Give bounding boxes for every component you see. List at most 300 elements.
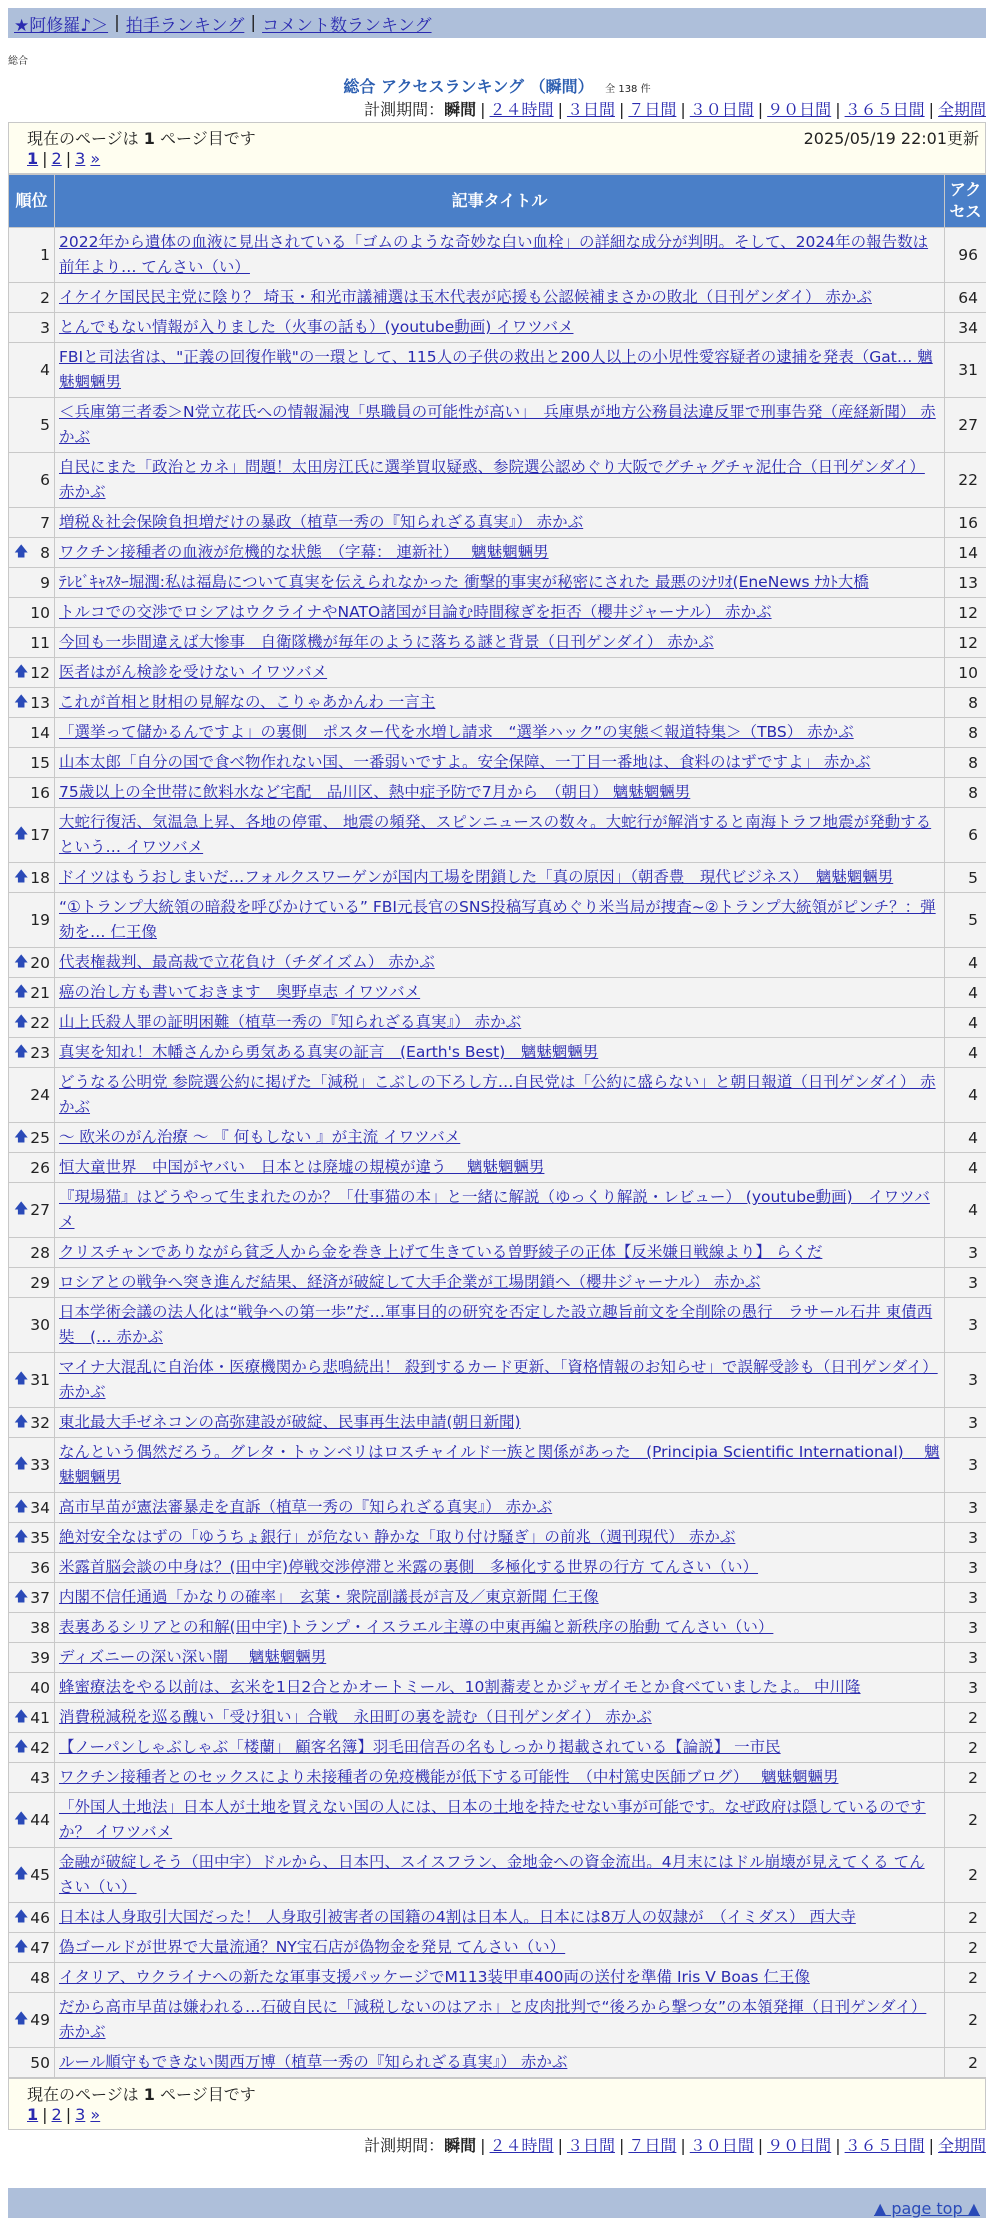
rank-cell	[9, 978, 55, 1008]
access-count: 2	[945, 2048, 986, 2078]
title-cell	[55, 1268, 945, 1298]
access-count: 3	[945, 1438, 986, 1493]
rank-number: 28	[30, 1244, 50, 1262]
up-arrow-icon: 🡅	[14, 541, 28, 565]
rank-cell	[9, 748, 55, 778]
rank-cell	[9, 1298, 55, 1353]
title-cell	[55, 1763, 945, 1793]
article-link[interactable]: 日本は人身取引大国だった！ 人身取引被害者の国籍の4割は日本人。日本には8万人の奴隷が （イミダス） 西大寺	[59, 1908, 856, 1926]
article-link[interactable]: 「外国人土地法」日本人が土地を買えない国の人には、日本の土地を持たせない事が可能です。なぜ政府は隠しているのですか？ イワツバメ	[59, 1798, 926, 1841]
period-link[interactable]: ２４時間	[490, 2136, 554, 2155]
rank-cell	[9, 688, 55, 718]
access-count: 14	[945, 538, 986, 568]
article-link[interactable]: だから高市早苗は嫌われる…石破自民に「減税しないのはアホ」と皮肉批判で“後ろから撃つ女”の本領発揮（日刊ゲンダイ） 赤かぶ	[59, 1998, 926, 2041]
access-count: 4	[945, 1153, 986, 1183]
rank-number: 48	[30, 1969, 50, 1987]
title-cell	[55, 1553, 945, 1583]
table-row	[9, 598, 986, 628]
rank-number: 46	[30, 1909, 50, 1927]
rank-number: 32	[30, 1414, 50, 1432]
rank-number: 8	[40, 544, 50, 562]
table-row	[9, 893, 986, 948]
rank-cell	[9, 778, 55, 808]
period-separator: |	[835, 2136, 840, 2155]
access-count: 4	[945, 1183, 986, 1238]
table-row	[9, 948, 986, 978]
up-arrow-icon: 🡅	[14, 1863, 28, 1887]
pagination	[27, 2105, 100, 2124]
article-link[interactable]: 表裏あるシリアとの和解(田中宇)トランプ・イスラエル主導の中東再編と新秩序の胎動 てんさい（い）	[59, 1618, 773, 1636]
article-link[interactable]: 東北最大手ゼネコンの高弥建設が破綻、民事再生法申請(朝日新聞)	[59, 1413, 521, 1431]
rank-number: 24	[30, 1086, 50, 1104]
rank-cell	[9, 1993, 55, 2048]
page-link-1[interactable]: 1	[27, 2105, 38, 2124]
article-link[interactable]: 75歳以上の全世帯に飲料水など宅配 品川区、熱中症予防で7月から （朝日） 魑魅魍魎男	[59, 783, 690, 801]
period-link[interactable]: 全期間	[938, 2136, 986, 2155]
period-link[interactable]: ７日間	[628, 2136, 676, 2155]
rank-number: 42	[30, 1739, 50, 1757]
rank-number: 27	[30, 1201, 50, 1219]
article-link[interactable]: イタリア、ウクライナへの新たな軍事支援パッケージでM113装甲車400両の送付を準備 Iris V Boas 仁王像	[59, 1968, 810, 1986]
up-arrow-icon: 🡅	[14, 1411, 28, 1435]
article-link[interactable]: イケイケ国民民主党に陰り？ 埼玉・和光市議補選は玉木代表が応援も公認候補まさかの敗北（日刊ゲンダイ） 赤かぶ	[59, 288, 872, 306]
section-label: 総合	[8, 52, 986, 64]
access-count: 64	[945, 283, 986, 313]
title-cell	[55, 1408, 945, 1438]
article-link[interactable]: 増税＆社会保険負担増だけの暴政（植草一秀の『知られざる真実』） 赤かぶ	[59, 513, 583, 531]
title-cell	[55, 778, 945, 808]
up-arrow-icon: 🡅	[14, 1526, 28, 1550]
page-title-row	[8, 74, 986, 94]
article-link[interactable]: “①トランプ大統領の暗殺を呼びかけている” FBI元長官のSNS投稿写真めぐり米当局が捜査~②トランプ大統領がピンチ？：弾劾を… 仁王像	[59, 898, 936, 941]
article-link[interactable]: ～ 欧米のがん治療 ～ 『 何もしない 』が主流 イワツバメ	[59, 1128, 460, 1146]
table-row	[9, 1353, 986, 1408]
page-top-link[interactable]: ▲ page top ▲	[874, 2199, 980, 2218]
article-link[interactable]: 「選挙って儲かるんですよ」の裏側 ポスター代を水増し請求 “選挙ハック”の実態＜報道特集＞（TBS） 赤かぶ	[59, 723, 854, 741]
title-cell	[55, 978, 945, 1008]
article-link[interactable]: 今回も一歩間違えば大惨事 自衛隊機が毎年のように落ちる謎と背景（日刊ゲンダイ） 赤かぶ	[59, 633, 714, 651]
title-cell	[55, 808, 945, 863]
table-row	[9, 1408, 986, 1438]
rank-number: 1	[40, 246, 50, 264]
current-page-text: 現在のページは 1 ページ目です	[27, 126, 256, 149]
up-arrow-icon: 🡅	[14, 1936, 28, 1960]
period-separator: |	[558, 100, 563, 119]
article-link[interactable]: トルコでの交渉でロシアはウクライナやNATO諸国が目論む時間稼ぎを拒否（櫻井ジャーナル） 赤かぶ	[59, 603, 772, 621]
table-row	[9, 1963, 986, 1993]
rank-cell	[9, 1153, 55, 1183]
access-count: 2	[945, 1733, 986, 1763]
period-link[interactable]: ９０日間	[767, 100, 831, 119]
title-cell	[55, 283, 945, 313]
article-link[interactable]: 山上氏殺人罪の証明困難（植草一秀の『知られざる真実』） 赤かぶ	[59, 1013, 521, 1031]
access-count: 3	[945, 1553, 986, 1583]
up-arrow-icon: 🡅	[14, 2008, 28, 2032]
title-cell	[55, 1643, 945, 1673]
rank-cell	[9, 948, 55, 978]
period-separator: |	[619, 100, 624, 119]
ranking-table	[8, 174, 986, 2078]
rank-cell	[9, 1673, 55, 1703]
rank-cell	[9, 538, 55, 568]
period-link[interactable]: ２４時間	[490, 100, 554, 119]
table-row	[9, 508, 986, 538]
page-separator: |	[42, 149, 47, 168]
rank-number: 26	[30, 1159, 50, 1177]
article-link[interactable]: ルール順守もできない関西万博（植草一秀の『知られざる真実』） 赤かぶ	[59, 2053, 567, 2071]
title-cell	[55, 313, 945, 343]
page-link-1[interactable]: 1	[27, 149, 38, 168]
title-cell	[55, 1933, 945, 1963]
title-cell	[55, 1733, 945, 1763]
article-link[interactable]: 消費税減税を巡る醜い「受け狙い」合戦 永田町の裏を読む（日刊ゲンダイ） 赤かぶ	[59, 1708, 652, 1726]
access-count: 3	[945, 1613, 986, 1643]
period-link[interactable]: ７日間	[628, 100, 676, 119]
up-arrow-icon: 🡅	[14, 691, 28, 715]
rank-header: 順位	[9, 175, 55, 228]
period-separator: |	[758, 2136, 763, 2155]
rank-cell	[9, 1008, 55, 1038]
rank-number: 17	[30, 826, 50, 844]
rank-number: 7	[40, 514, 50, 532]
page-link-3[interactable]: 3	[75, 2105, 85, 2124]
period-link[interactable]: ３６５日間	[845, 2136, 925, 2155]
rank-cell	[9, 1353, 55, 1408]
access-count: 16	[945, 508, 986, 538]
title-cell	[55, 228, 945, 283]
title-header: 記事タイトル	[55, 175, 945, 228]
access-count: 4	[945, 978, 986, 1008]
table-header-row	[9, 175, 986, 228]
rank-number: 47	[30, 1939, 50, 1957]
rank-number: 29	[30, 1274, 50, 1292]
rank-number: 18	[30, 869, 50, 887]
rank-cell	[9, 1848, 55, 1903]
rank-number: 3	[40, 319, 50, 337]
title-cell	[55, 1153, 945, 1183]
access-count: 3	[945, 1583, 986, 1613]
article-link[interactable]: どうなる公明党 参院選公約に掲げた「減税」こぶしの下ろし方…自民党は「公約に盛らない」と朝日報道（日刊ゲンダイ） 赤かぶ	[59, 1073, 936, 1116]
access-count: 2	[945, 1763, 986, 1793]
title-cell	[55, 1298, 945, 1353]
article-link[interactable]: 蜂蜜療法をやる以前は、玄米を1日2合とかオートミール、10割蕎麦とかジャガイモとか食べていましたよ。 中川隆	[59, 1678, 861, 1696]
title-cell	[55, 1493, 945, 1523]
rank-cell	[9, 1583, 55, 1613]
up-arrow-icon: 🡅	[14, 1586, 28, 1610]
rank-cell	[9, 343, 55, 398]
table-row	[9, 538, 986, 568]
period-separator: |	[480, 100, 485, 119]
table-row	[9, 863, 986, 893]
rank-cell	[9, 1763, 55, 1793]
rank-cell	[9, 808, 55, 863]
page-link-3[interactable]: 3	[75, 149, 85, 168]
up-arrow-icon: 🡅	[14, 1496, 28, 1520]
access-count: 3	[945, 1673, 986, 1703]
rank-number: 21	[30, 984, 50, 1002]
rank-number: 12	[30, 664, 50, 682]
title-cell	[55, 893, 945, 948]
table-row	[9, 1613, 986, 1643]
table-row	[9, 1153, 986, 1183]
title-cell	[55, 2048, 945, 2078]
rank-number: 33	[30, 1456, 50, 1474]
title-cell	[55, 598, 945, 628]
article-link[interactable]: 恒大童世界 中国がヤバい 日本とは廃墟の規模が違う 魑魅魍魎男	[59, 1158, 544, 1176]
title-cell	[55, 1068, 945, 1123]
nav-separator: |	[250, 13, 256, 33]
up-arrow-icon: 🡅	[14, 866, 28, 890]
period-link[interactable]: ３０日間	[690, 100, 754, 119]
comment-ranking-link[interactable]: コメント数ランキング	[262, 11, 432, 36]
rank-cell	[9, 1793, 55, 1848]
article-link[interactable]: 山本太郎「自分の国で食べ物作れない国、一番弱いですよ。安全保障、一丁目一番地は、食料のはずですよ」 赤かぶ	[59, 753, 870, 771]
up-arrow-icon: 🡅	[14, 1906, 28, 1930]
access-count: 5	[945, 863, 986, 893]
period-separator: |	[619, 2136, 624, 2155]
table-row	[9, 688, 986, 718]
table-row	[9, 718, 986, 748]
title-cell	[55, 1673, 945, 1703]
article-link[interactable]: 自民にまた「政治とカネ」問題！太田房江氏に選挙買収疑惑、参院選公認めぐり大阪でグチャグチャ泥仕合（日刊ゲンダイ） 赤かぶ	[59, 458, 925, 501]
access-count: 3	[945, 1408, 986, 1438]
title-cell	[55, 1993, 945, 2048]
access-count: 8	[945, 688, 986, 718]
period-link[interactable]: ３日間	[567, 2136, 615, 2155]
title-cell	[55, 508, 945, 538]
table-row	[9, 453, 986, 508]
rank-cell	[9, 453, 55, 508]
title-cell	[55, 1523, 945, 1553]
rank-cell	[9, 1493, 55, 1523]
title-cell	[55, 718, 945, 748]
table-row	[9, 1438, 986, 1493]
period-separator: |	[680, 100, 685, 119]
access-header: アクセス	[945, 175, 986, 228]
up-arrow-icon: 🡅	[14, 1736, 28, 1760]
period-label: 計測期間：	[364, 2136, 444, 2155]
rank-cell	[9, 1523, 55, 1553]
table-row	[9, 1733, 986, 1763]
rank-cell	[9, 1903, 55, 1933]
article-link[interactable]: 高市早苗が憲法審暴走を直訴（植草一秀の『知られざる真実』） 赤かぶ	[59, 1498, 552, 1516]
title-cell	[55, 1038, 945, 1068]
page	[8, 8, 986, 2218]
access-count: 12	[945, 598, 986, 628]
article-link[interactable]: 米露首脳会談の中身は？(田中宇)停戦交渉停滞と米露の裏側 多極化する世界の行方 てんさい（い）	[59, 1558, 758, 1576]
access-count: 31	[945, 343, 986, 398]
rank-cell	[9, 568, 55, 598]
article-link[interactable]: ＜兵庫第三者委＞N党立花氏への情報漏洩「県職員の可能性が高い」 兵庫県が地方公務員法違反罪で刑事告発（産経新聞） 赤かぶ	[59, 403, 936, 446]
rank-cell	[9, 1038, 55, 1068]
rank-number: 41	[30, 1709, 50, 1727]
table-row	[9, 658, 986, 688]
article-link[interactable]: ロシアとの戦争へ突き進んだ結果、経済が破綻して大手企業が工場閉鎖へ（櫻井ジャーナル） 赤かぶ	[59, 1273, 760, 1291]
table-row	[9, 1008, 986, 1038]
period-separator: |	[929, 2136, 934, 2155]
article-link[interactable]: 癌の治し方も書いておきます 奥野卓志 イワツバメ	[59, 983, 420, 1001]
ranking-table-body	[9, 228, 986, 2078]
access-count: 4	[945, 1068, 986, 1123]
rank-cell	[9, 863, 55, 893]
access-count: 5	[945, 893, 986, 948]
table-row	[9, 1703, 986, 1733]
title-cell	[55, 948, 945, 978]
table-row	[9, 978, 986, 1008]
page-link-2[interactable]: 2	[52, 149, 62, 168]
article-link[interactable]: ﾃﾚﾋﾞｷｬｽﾀｰ堀潤:私は福島について真実を伝えられなかった 衝撃的事実が秘密にされた 最悪のｼﾅﾘｵ(EneNews ﾅｶﾄ大橋	[59, 573, 869, 591]
next-page-link[interactable]: »	[90, 2105, 100, 2124]
nav-separator: |	[114, 13, 120, 33]
page-info-top	[8, 122, 986, 174]
article-link[interactable]: 大蛇行復活、気温急上昇、各地の停電、 地震の頻発、スピンニュースの数々。大蛇行が解消すると南海トラフ地震が発動するという… イワツバメ	[59, 813, 931, 856]
title-cell	[55, 1238, 945, 1268]
rank-number: 31	[30, 1371, 50, 1389]
title-cell	[55, 538, 945, 568]
title-cell	[55, 748, 945, 778]
article-link[interactable]: クリスチャンでありながら貧乏人から金を巻き上げて生きている曽野綾子の正体【反米嫌日戦線より】 らくだ	[59, 1243, 822, 1261]
next-page-link[interactable]: »	[90, 149, 100, 168]
up-arrow-icon: 🡅	[14, 951, 28, 975]
article-link[interactable]: 日本学術会議の法人化は“戦争への第一歩”だ…軍事目的の研究を否定した設立趣旨前文を全削除の愚行 ラサール石井 東債西奘 (… 赤かぶ	[59, 1303, 932, 1346]
rank-number: 39	[30, 1649, 50, 1667]
title-cell	[55, 863, 945, 893]
rank-number: 35	[30, 1529, 50, 1547]
access-count: 12	[945, 628, 986, 658]
article-link[interactable]: 偽ゴールドが世界で大量流通？NY宝石店が偽物金を発見 てんさい（い）	[59, 1938, 565, 1956]
access-count: 8	[945, 718, 986, 748]
rank-cell	[9, 658, 55, 688]
title-cell	[55, 1613, 945, 1643]
article-link[interactable]: 代表権裁判、最高裁で立花負け（チダイズム） 赤かぶ	[59, 953, 435, 971]
rank-number: 19	[30, 911, 50, 929]
article-link[interactable]: これが首相と財相の見解なの、こりゃあかんわ 一言主	[59, 693, 435, 711]
access-count: 3	[945, 1268, 986, 1298]
article-link[interactable]: 内閣不信任通過「かなりの確率」 玄葉・衆院副議長が言及／東京新聞 仁王像	[59, 1588, 599, 1606]
rank-number: 38	[30, 1619, 50, 1637]
period-separator: |	[758, 100, 763, 119]
rank-number: 37	[30, 1589, 50, 1607]
access-count: 4	[945, 1038, 986, 1068]
rank-number: 40	[30, 1679, 50, 1697]
rank-cell	[9, 1733, 55, 1763]
current-page-text: 現在のページは 1 ページ目です	[27, 2082, 256, 2105]
article-link[interactable]: 【ノーパンしゃぶしゃぶ「楼蘭」 顧客名簿】羽毛田信吾の名もしっかり掲載されている【論説】 一市民	[59, 1738, 781, 1756]
table-row	[9, 1793, 986, 1848]
title-cell	[55, 1183, 945, 1238]
title-cell	[55, 688, 945, 718]
article-link[interactable]: ワクチン接種者とのセックスにより未接種者の免疫機能が低下する可能性 （中村篤史医師ブログ） 魑魅魍魎男	[59, 1768, 838, 1786]
access-count: 3	[945, 1298, 986, 1353]
title-cell	[55, 1963, 945, 1993]
article-link[interactable]: ディズニーの深い深い闇 魑魅魍魎男	[59, 1648, 326, 1666]
period-separator: |	[558, 2136, 563, 2155]
home-link[interactable]: ★阿修羅♪＞	[14, 11, 108, 36]
period-separator: |	[680, 2136, 685, 2155]
title-cell	[55, 1703, 945, 1733]
table-row	[9, 2048, 986, 2078]
table-row	[9, 228, 986, 283]
rank-number: 45	[30, 1866, 50, 1884]
period-link[interactable]: ３０日間	[690, 2136, 754, 2155]
rank-cell	[9, 2048, 55, 2078]
rank-cell	[9, 1238, 55, 1268]
table-row	[9, 1123, 986, 1153]
table-row	[9, 778, 986, 808]
period-link[interactable]: ３日間	[567, 100, 615, 119]
article-link[interactable]: 真実を知れ！木幡さんから勇気ある真実の証言 (Earth's Best) 魑魅魍魎男	[59, 1043, 598, 1061]
article-link[interactable]: 金融が破綻しそう（田中宇）ドルから、日本円、スイスフラン、金地金への資金流出。4月末にはドル崩壊が見えてくる てんさい（い）	[59, 1853, 925, 1896]
rank-number: 34	[30, 1499, 50, 1517]
rank-number: 5	[40, 416, 50, 434]
period-link[interactable]: ３６５日間	[845, 100, 925, 119]
up-arrow-icon: 🡅	[14, 1041, 28, 1065]
period-current: 瞬間	[444, 100, 476, 119]
applause-ranking-link[interactable]: 拍手ランキング	[126, 11, 245, 36]
article-link[interactable]: マイナ大混乱に自治体・医療機関から悲鳴続出！ 殺到するカード更新、「資格情報のお知らせ」で誤解受診も（日刊ゲンダイ） 赤かぶ	[59, 1358, 938, 1401]
up-arrow-icon: 🡅	[14, 1808, 28, 1832]
article-link[interactable]: 2022年から遺体の血液に見出されている「ゴムのような奇妙な白い血栓」の詳細な成分が判明。そして、2024年の報告数は前年より… てんさい（い）	[59, 233, 928, 276]
access-count: 4	[945, 1008, 986, 1038]
period-link[interactable]: 全期間	[938, 100, 986, 119]
title-cell	[55, 1903, 945, 1933]
table-row	[9, 1583, 986, 1613]
rank-cell	[9, 1268, 55, 1298]
table-row	[9, 568, 986, 598]
access-count: 10	[945, 658, 986, 688]
access-count: 27	[945, 398, 986, 453]
up-arrow-icon: 🡅	[14, 1198, 28, 1222]
page-link-2[interactable]: 2	[52, 2105, 62, 2124]
up-arrow-icon: 🡅	[14, 823, 28, 847]
access-count: 96	[945, 228, 986, 283]
title-cell	[55, 1353, 945, 1408]
period-label: 計測期間：	[364, 100, 444, 119]
title-cell	[55, 398, 945, 453]
bottom-bar	[8, 2188, 986, 2218]
table-row	[9, 1673, 986, 1703]
table-row	[9, 1298, 986, 1353]
article-link[interactable]: 医者はがん検診を受けない イワツバメ	[59, 663, 327, 681]
rank-cell	[9, 628, 55, 658]
up-arrow-icon: 🡅	[14, 1011, 28, 1035]
period-separator: |	[835, 100, 840, 119]
rank-cell	[9, 1408, 55, 1438]
page-title: 総合 アクセスランキング （瞬間）	[343, 77, 593, 96]
rank-cell	[9, 313, 55, 343]
up-arrow-icon: 🡅	[14, 981, 28, 1005]
table-row	[9, 283, 986, 313]
article-link[interactable]: 絶対安全なはずの「ゆうちょ銀行」が危ない 静かな「取り付け騒ぎ」の前兆（週刊現代） 赤かぶ	[59, 1528, 735, 1546]
article-link[interactable]: 『現場猫』はどうやって生まれたのか？「仕事猫の本」と一緒に解説（ゆっくり解説・レビュー） (youtube動画) イワツバメ	[59, 1188, 930, 1231]
article-link[interactable]: ワクチン接種者の血液が危機的な状態 （字幕： 連新社） 魑魅魍魎男	[59, 543, 549, 561]
period-link[interactable]: ９０日間	[767, 2136, 831, 2155]
table-row	[9, 748, 986, 778]
total-count: 全 138 件	[605, 84, 650, 95]
table-row	[9, 343, 986, 398]
article-link[interactable]: とんでもない情報が入りました（火事の話も）(youtube動画) イワツバメ	[59, 318, 573, 336]
access-count: 2	[945, 1963, 986, 1993]
up-arrow-icon: 🡅	[14, 1126, 28, 1150]
article-link[interactable]: なんという偶然だろう。グレタ・トゥンベリはロスチャイルド一族と関係があった (Principia Scientific International) 魑魅魍魎男	[59, 1443, 940, 1486]
page-info-bottom	[8, 2078, 986, 2130]
article-link[interactable]: ドイツはもうおしまいだ…フォルクスワーゲンが国内工場を閉鎖した「真の原因」（朝香豊 現代ビジネス） 魑魅魍魎男	[59, 868, 893, 886]
rank-number: 13	[30, 694, 50, 712]
access-count: 3	[945, 1493, 986, 1523]
table-row	[9, 1068, 986, 1123]
access-count: 8	[945, 778, 986, 808]
article-link[interactable]: FBIと司法省は、"正義の回復作戦"の一環として、115人の子供の救出と200人以上の小児性愛容疑者の逮捕を発表（Gat… 魑魅魍魎男	[59, 348, 933, 391]
